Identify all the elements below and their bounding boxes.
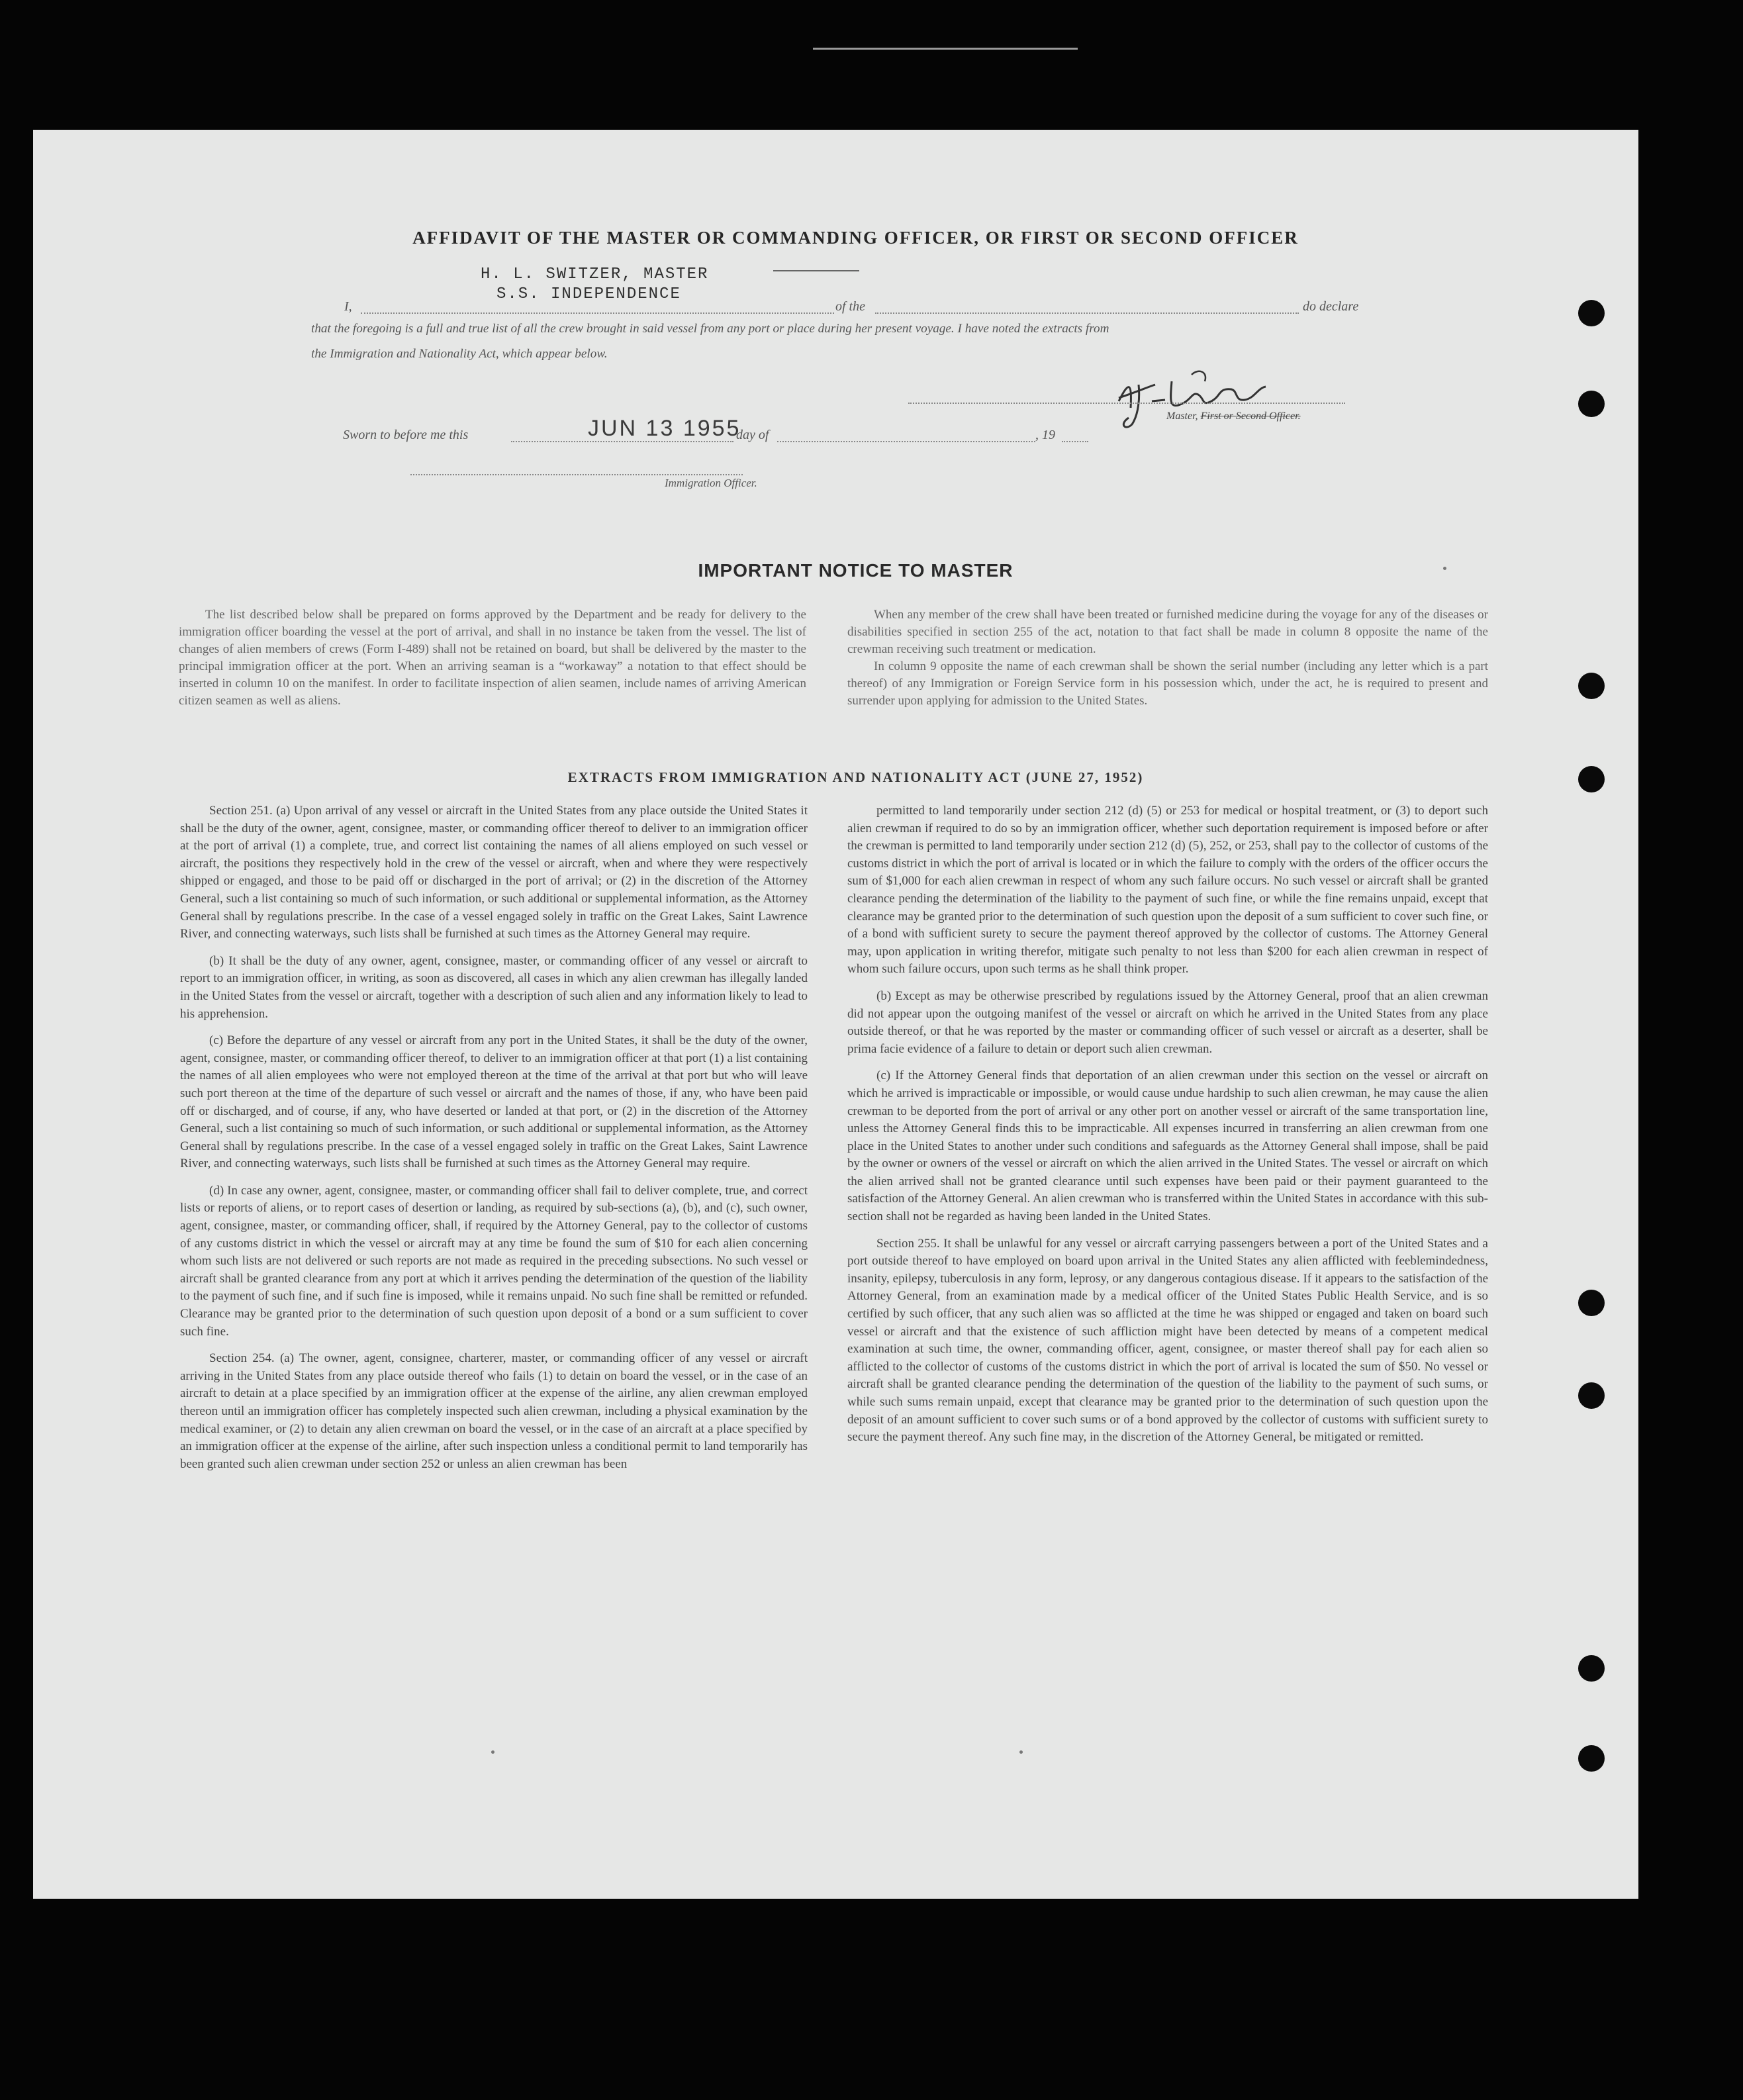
immigration-officer-line — [410, 474, 743, 475]
declare-label: do declare — [1303, 299, 1359, 314]
title-rule — [773, 270, 859, 271]
vessel-line — [875, 312, 1299, 314]
extracts-title: EXTRACTS FROM IMMIGRATION AND NATIONALITY ACT (JUNE 27, 1952) — [567, 769, 1144, 785]
sworn-month-line — [777, 441, 1035, 442]
section-254-a: Section 254. (a) The owner, agent, consignee, charterer, master, or commanding officer of any vessel or aircraft arriving in the United States from any place outside thereof who fails (1) to detain on board the vessel, or in the case of an aircraft to detain at a place specified by an immigration officer at the expense of the airline, any alien crewman employed thereon until an immigration officer has completely inspected such alien crewman, including a physical examination by the medical examiner, or (2) to detain any alien crewman on board the vessel, or in the case of an aircraft at a place specified by an immigration officer at the expense of the airline, after such inspection unless a conditional permit to land temporarily has been granted such alien crewman under section 252 or unless an alien crewman has been — [180, 1351, 808, 1471]
signature-role-struck: First or Second Officer. — [1200, 410, 1301, 422]
binder-hole — [1578, 1745, 1605, 1772]
binder-hole — [1578, 1382, 1605, 1409]
film-edge-mark — [813, 48, 1078, 50]
section-254-a-continued: permitted to land temporarily under section 212 (d) (5) or 253 for medical or hospital treatment, or (3) to deport such alien crewman if required to do so by an immigration officer, whether such deportation requirement is imposed before or after the crewman is permitted to land temporarily under section 212 (d) (5), 252, or 253, shall pay to the collector of customs of the customs district in which the port of arrival is located or in which the failure to comply with the orders of the officer occurs the sum of $1,000 for each alien crewman in respect of whom any such failure occurs. No such vessel or aircraft shall be granted clearance pending the determination of the liability to the payment of such fine, or while the fine remains unpaid, except that clearance may be granted prior to the determination of such question upon the deposit of a sum sufficient to cover such fine, or of a bond with sufficient surety to secure the payment thereof approved by the collector of customs. The Attorney General may, upon application in writing therefor, mitigate such penalty to not less than $200 for each alien crewman in respect of whom such failure occurs, upon such terms as he shall think proper. — [847, 804, 1488, 977]
section-251-d: (d) In case any owner, agent, consignee, master, or commanding officer shall fail to deliver complete, true, and correct lists or reports of aliens, or to report cases of desertion or landing, as required by sub-sections (a), (b), and (c), such owner, agent, consignee, master, or commanding officer, shall, if required by the Attorney General, pay to the collector of customs of any customs district in which the vessel or aircraft may at any time be found the sum of $10 for each alien concerning whom such lists are not delivered or such reports are not made as required in the preceding subsections. No such vessel or aircraft shall be granted clearance from any port at which it arrives pending the determination of the question of the liability to the payment of such fine, and if such fine is imposed, while it remains unpaid. No such fine shall be remitted or refunded. Clearance may be granted prior to the determination of such question upon deposit of a bond or a sum sufficient to cover such fine. — [180, 1183, 808, 1339]
signature-line — [908, 403, 1345, 404]
signature-role-label — [1166, 410, 1301, 422]
section-255: Section 255. It shall be unlawful for any vessel or aircraft carrying passengers between a port of the United States and a port outside thereof to have employed on board upon arrival in the United States any alien afflicted with feeblemindedness, insanity, epilepsy, tuberculosis in any form, leprosy, or any dangerous contagious disease. If it appears to the satisfaction of the Attorney General, from an examination made by a medical officer of the United States Public Health Service, and is so certified by such officer, that any such alien was so afflicted at the time he was shipped or engaged and taken on board such vessel or aircraft and that the existence of such affliction might have been detected by means of a competent medical examination at such time, the owner, commanding officer, agent, consignee, or master thereof shall pay for each alien so afflicted to the collector of customs of the customs district in which the port of arrival is located the sum of $50. No vessel or aircraft shall be granted clearance pending the determination of the question of the liability to the payment of such sums, or while such sums remain unpaid, except that clearance may be granted prior to the determination of such question upon the deposit of an amount sufficient to cover such sums or of a bond approved by the collector of customs with sufficient surety to secure the payment thereof. Any such fine may, in the discretion of the Attorney General, be mitigated or remitted. — [847, 1236, 1488, 1445]
binder-hole — [1578, 673, 1605, 699]
declaration-line-1: that the foregoing is a full and true list of all the crew brought in said vessel from any port or place during her present voyage. I have noted the extracts from — [311, 322, 1109, 336]
sworn-year-line — [1062, 441, 1088, 442]
day-of-label: day of — [736, 428, 769, 442]
declaration-line-2: the Immigration and Nationality Act, which appear below. — [311, 347, 608, 361]
typed-vessel-name: S.S. INDEPENDENCE — [496, 285, 681, 303]
notice-title: IMPORTANT NOTICE TO MASTER — [698, 560, 1013, 581]
name-line — [361, 312, 834, 314]
immigration-officer-label: Immigration Officer. — [665, 477, 757, 489]
extracts-left-column — [180, 802, 808, 1482]
binder-hole — [1578, 1655, 1605, 1682]
binder-hole — [1578, 300, 1605, 326]
binder-hole — [1578, 1290, 1605, 1316]
affidavit-page — [33, 130, 1638, 1899]
section-251-c: (c) Before the departure of any vessel or aircraft from any port in the United States, it shall be the duty of the owner, agent, consignee, master, or commanding officer thereof, to deliver to an immigration officer at that port (1) a list containing the names of all alien employees who were not employed thereon at the time of the arrival at that port but who will leave such port thereon at the time of the departure of such vessel or aircraft and the names of those, if any, who have been paid off or discharged, and of course, if any, who have deserted or landed at that port, or (2) in the discretion of the Attorney General, such a list containing so much of such information, or such additional or supplemental information, as the Attorney General shall by regulations prescribe. In the case of a vessel engaged solely in traffic on the Great Lakes, Saint Lawrence River, and connecting waterways, such lists shall be furnished at such times as the Attorney General may require. — [180, 1033, 808, 1171]
speck — [1019, 1750, 1023, 1754]
signature-role-master: Master, — [1166, 410, 1198, 422]
speck — [491, 1750, 495, 1754]
section-254-c: (c) If the Attorney General finds that deportation of an alien crewman under this section on the vessel or aircraft on which he arrived is impracticable or impossible, or would cause undue hardship to such alien crewman, he may cause the alien crewman to be deported from the port of arrival or any other port on another vessel or aircraft of the same transportation line, unless the Attorney General finds this to be impracticable. All expenses incurred in transferring an alien crewman from one place in the United States to another under such conditions and safeguards as the Attorney General shall impose, shall be paid by the owner or owners of the vessel or aircraft on which the alien arrived in the United States. The vessel or aircraft on which the alien arrived shall not be granted clearance until such expenses have been paid or their payment guaranteed to the satisfaction of the Attorney General. An alien crewman who is transferred within the United States in accordance with this sub-section shall not be regarded as having been landed in the United States. — [847, 1069, 1488, 1224]
binder-hole — [1578, 391, 1605, 417]
notice-left-paragraph: The list described below shall be prepared on forms approved by the Department and be ready for delivery to the immigration officer boarding the vessel at the port of arrival, and shall in no instance be taken from the vessel. The list of changes of alien members of crews (Form I-489) shall not be retained on board, but shall be delivered by the master to the principal immigration officer at the port. When an arriving seaman is a “workaway” a notation to that effect should be inserted in column 10 on the manifest. In order to facilitate inspection of alien seamen, include names of arriving American citizen seamen as well as aliens. — [179, 608, 806, 708]
notice-right-paragraph-2: In column 9 opposite the name of each crewman shall be shown the serial number (including any letter which is a part thereof) of any Immigration or Foreign Service form in his possession which, under the act, he is required to present and surrender upon applying for admission to the United States. — [847, 659, 1488, 708]
affidavit-title: AFFIDAVIT OF THE MASTER OR COMMANDING OFFICER, OR FIRST OR SECOND OFFICER — [412, 228, 1299, 248]
sworn-label: Sworn to before me this — [343, 428, 469, 442]
year-label: , 19 — [1035, 428, 1055, 442]
notice-left-column — [179, 606, 806, 710]
master-signature — [1092, 361, 1297, 434]
section-251-a: Section 251. (a) Upon arrival of any vessel or aircraft in the United States from any place outside the United States it shall be the duty of the owner, agent, consignee, master, or commanding officer thereof to deliver to an immigration officer at the port of arrival (1) a complete, true, and correct list containing the names of all aliens employed on such vessel or aircraft, the positions they respectively hold in the crew of the vessel or aircraft, when and where they were respectively shipped or engaged, and those to be paid off or discharged in the port of arrival; or (2) in the discretion of the Attorney General, such a list containing so much of such information, or such additional or supplemental information, as the Attorney General shall by regulations prescribe. In the case of a vessel engaged solely in traffic on the Great Lakes, Saint Lawrence River, and connecting waterways, such lists shall be furnished at such times as the Attorney General may require. — [180, 804, 808, 941]
sworn-date-stamp: JUN 13 1955 — [588, 416, 741, 441]
typed-master-name: H. L. SWITZER, MASTER — [481, 265, 709, 283]
extracts-right-column — [847, 802, 1488, 1456]
speck — [1443, 567, 1446, 570]
section-254-b: (b) Except as may be otherwise prescribed by regulations issued by the Attorney General, proof that an alien crewman did not appear upon the outgoing manifest of the vessel or aircraft on which he arrived in the United States from any place outside thereof, or that he was reported by the master or commanding officer of such vessel or aircraft as a deserter, shall be prima facie evidence of a failure to detain or deport such alien crewman. — [847, 988, 1488, 1056]
binder-hole — [1578, 766, 1605, 792]
of-the-label: of the — [835, 299, 865, 314]
notice-right-column — [847, 606, 1488, 710]
notice-right-paragraph-1: When any member of the crew shall have been treated or furnished medicine during the voyage for any of the diseases or disabilities specified in section 255 of the act, notation to that fact shall be made in column 8 opposite the name of the crewman receiving such treatment or medication. — [847, 608, 1488, 656]
section-251-b: (b) It shall be the duty of any owner, agent, consignee, master, or commanding officer of any vessel or aircraft to report to an immigration officer, in writing, as soon as discovered, all cases in which any alien crewman has illegally landed in the United States from the vessel or aircraft, together with a description of such alien and any information likely to lead to his apprehension. — [180, 953, 808, 1021]
i-label: I, — [344, 299, 352, 314]
